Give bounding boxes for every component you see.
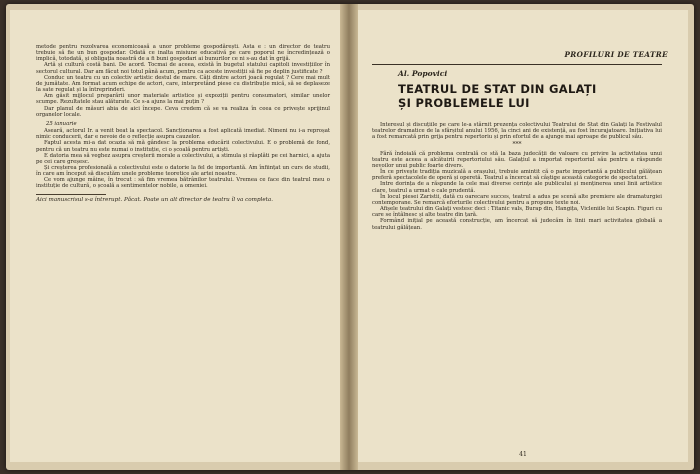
left-paragraph: Artă și cultură costă bani. De acord. Tocmai de aceea, există în bugetul statului capitoli investițiilor în sectorul cultural. Dar am făcut noi totul până acum, pentru ca aceste investiții să fie pe deplin justificate ? <box>36 62 330 75</box>
article-intro: Interesul și discuțiile pe care le-a stârnit prezența colectivului Teatrului de Stat din Galați la Festivalul teatrelor dramatice de la sfârșitul anului 1956, la cinci ani de existență, au fost încurajatoare. Inițiativa lui a fost remarcată prin grija pentru repertoriu și prin efortul de a ajunge mai aproape de publicul său. <box>372 122 662 141</box>
article-title-line: TEATRUL DE STAT DIN GALAȚI <box>398 82 597 96</box>
article-paragraph: Afișele teatrului din Galați vestesc deci : Titanic vals, Burap din, Hangița, Vicleniile lui Scapin. Figuri cu care se întâlnesc și alte teatre din țară. <box>372 206 662 219</box>
left-paragraph: Faptul acesta mi-a dat ocazia să mă gândesc la problema educării colectivului. E o problemă de fond, pentru că un teatru nu este numai o instituție, ci o școală pentru artiști. <box>36 140 330 153</box>
footnote <box>36 194 330 204</box>
left-paragraph: E datoria mea să veghez asupra creșterii morale a colectivului, a stimula și răsplăti pe cei harnici, a ajuta pe cei care greșesc. <box>36 152 330 165</box>
page-number: 41 <box>519 451 527 458</box>
footnote-rule <box>36 194 106 195</box>
article-paragraph: În locul piesei Zaristii, dată cu oarecare succes, teatrul a adus pe scenă alte premiere ale dramaturgiei contemporane. Se remarcă eforturile colectivului pentru a propune texte noi. <box>372 193 662 206</box>
right-page-text <box>372 122 662 448</box>
section-separator: *** <box>512 141 522 149</box>
article-title-line: ȘI PROBLEMELE LUI <box>398 96 530 110</box>
book-gutter <box>340 4 358 470</box>
section-title: PROFILURI DE TEATRE <box>564 50 668 59</box>
open-book <box>6 4 694 470</box>
article-paragraph: Intre dorința de a răspunde la cele mai diverse cerințe ale publicului și menținerea unei linii artistice clare, teatrul a urmat o cale prudentă. <box>372 181 662 194</box>
article-title <box>398 82 597 110</box>
right-page <box>358 10 688 462</box>
article-paragraph: În ce privește tradiția muzicală a orașului, trebuie amintit că o parte importantă a publicului gălățean preferă spectacolele de operă și operetă. Teatrul a încercat să câștige această categorie de spectatori. <box>372 169 662 182</box>
left-page <box>10 10 340 462</box>
header-rule <box>372 64 662 65</box>
left-paragraph: Dar planul de măsuri abia de aici începe. Ceva credem că se va realiza în ceea ce privește sprijinul organelor locale. <box>36 105 330 118</box>
diary-date: 25 ianuarie <box>46 120 77 127</box>
left-paragraph: Aseară, actorul Ir. a venit beat la spectacol. Sancționarea a fost aplicată imediat. Nimeni nu i-a reproșat nimic conducerii, dar e nevoie de o reflecție asupra cauzelor. <box>36 128 330 141</box>
left-paragraph: Ce vom ajunge mâine, în trecut : să fim vremea bătrânilor teatrului. Vremea ce face din teatrul meu o instituție de cultură, o școală a sentimentelor nobile, a omeniei. <box>36 177 330 190</box>
left-paragraph: metode pentru rezolvarea economicoasă a unor probleme gospodărești. Asta e : un director de teatru trebuie să fie un bun gospodar. Odată ce inalta misiune educativă pe care poporul ne încredințează o implică, totodată, și obligația noastră de a fi buni gospodari ai bunurilor ce ni s-au dat în grijă. <box>36 44 330 63</box>
article-author: Al. Popovici <box>398 69 448 78</box>
footnote-text: Aici manuscrisul s-a întrerupt. Păcat. Poate un alt director de teatru îl va completa. <box>36 196 274 203</box>
left-paragraph: Și creșterea profesională a colectivului este o datorie la fel de importantă. Am înființat un curs de studii, în care am început să discutăm unele probleme teoretice ale artei noastre. <box>36 164 330 178</box>
left-paragraph: Am găsit mijlocul preparării unor materiale artistice și expoziții pentru consumatori, similar unelor scumpe. Rezultatele stau alăturate. Ce s-a ajuns la mai puțin ? <box>36 93 330 106</box>
left-page-text <box>36 44 330 448</box>
article-paragraph: Fără îndoială că problema centrală ce stă la baza judecății de valoare cu privire la activitatea unui teatru este aceea a alcătuirii repertoriului său. Galațiul a importat repertoriul său pentru a răspunde nevoilor unui public foarte divers. <box>372 150 662 169</box>
left-paragraph: Conduc un teatru cu un colectiv artistic destul de mare. Câți dintre actori joacă regulat ? Cere mai mult de jumătate. Am format acum echipe de actori, care, interpretând piese cu distribuție mică, să se deplaseze la sate regulat și la întreprinderi. <box>36 74 330 94</box>
article-paragraph: Formând inițial pe această construcție, am încercat să judecăm în linii mari activitatea globală a teatrului gălățean. <box>372 218 662 231</box>
